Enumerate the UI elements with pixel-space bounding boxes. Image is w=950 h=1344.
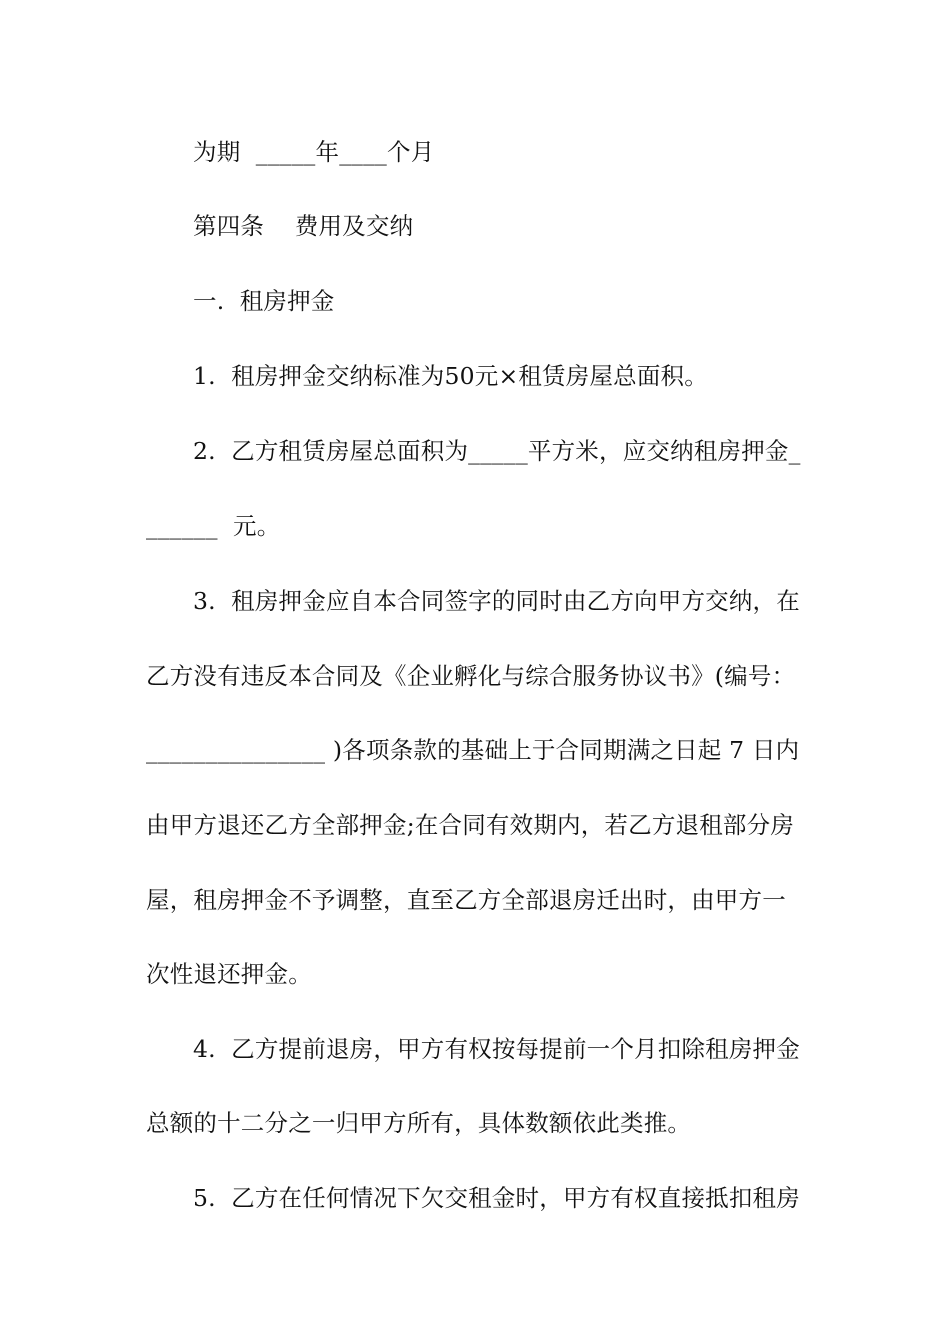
clause-5-line-1: 5. 乙方在任何情况下欠交租金时，甲方有权直接抵扣租房: [193, 1184, 800, 1212]
clause-2-line-2: ______ 元。: [146, 512, 281, 540]
clause-3-line-2: 乙方没有违反本合同及《企业孵化与综合服务协议书》(编号：: [146, 662, 796, 690]
clause-3-line-4: 由甲方退还乙方全部押金;在合同有效期内，若乙方退租部分房: [146, 811, 795, 839]
clause-1-line-1: 1. 租房押金交纳标准为50元×租赁房屋总面积。: [193, 362, 708, 390]
clause-3-line-5: 屋，租房押金不予调整，直至乙方全部退房迁出时，由甲方一: [146, 886, 786, 914]
clause-2-line-1: 2. 乙方租赁房屋总面积为_____平方米，应交纳租房押金_: [193, 437, 801, 465]
clause-3-line-6: 次性退还押金。: [146, 960, 312, 988]
section-deposit-heading: 一. 租房押金: [193, 287, 335, 315]
clause-4-line-2: 总额的十二分之一归甲方所有，具体数额依此类推。: [146, 1109, 692, 1137]
article-four-heading: 第四条 费用及交纳: [193, 212, 414, 240]
term-duration-line: 为期 _____年____个月: [193, 138, 435, 166]
clause-4-line-1: 4. 乙方提前退房，甲方有权按每提前一个月扣除租房押金: [193, 1035, 800, 1063]
clause-3-line-1: 3. 租房押金应自本合同签字的同时由乙方向甲方交纳，在: [193, 587, 800, 615]
clause-3-line-3: _______________ )各项条款的基础上于合同期满之日起 7 日内: [146, 736, 800, 764]
